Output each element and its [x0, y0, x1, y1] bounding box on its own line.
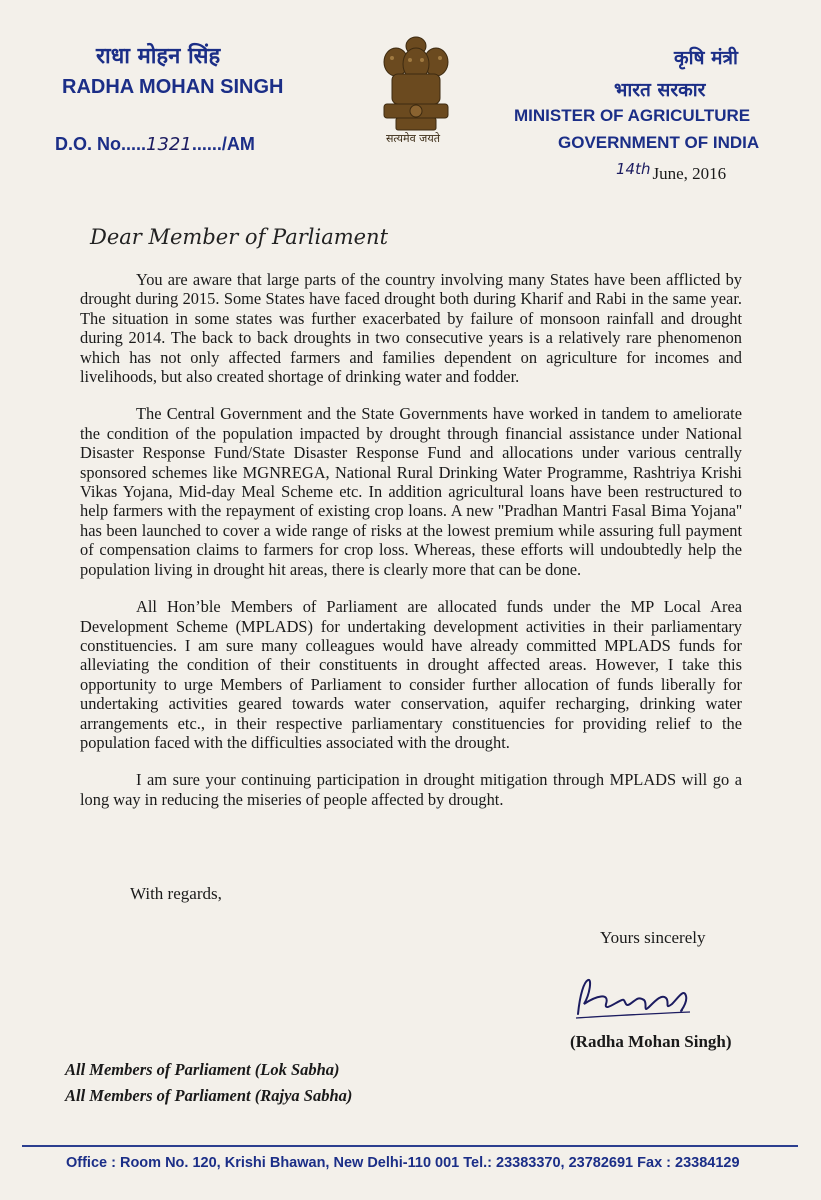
- body-paragraph: The Central Government and the State Governments have worked in tandem to ameliorate the condition of the population impacted by drought through financial assistance under National Disaster Response Fund/State Disaster Response Fund and allocations under various centrally sponsored schemes like MGNREGA, National Rural Drinking Water Programme, Rashtriya Krishi Vikas Yojana, Mid-day Meal Scheme etc. In addition agricultural loans have been restructured to help farmers with the repayment of existing crop loans. A new ''Pradhan Mantri Fasal Bima Yojana'' has been launched to cover a wide range of risks at the lowest premium while assuring full payment of compensation claims to farmers for crop loss. Whereas, these efforts will undoubtedly help the population living in drought hit areas, there is clearly more that can be done.: [80, 404, 742, 579]
- body-paragraph: You are aware that large parts of the country involving many States have been afflicted by drought during 2015. Some States have faced drought both during Kharif and Rabi in the same year. The situation in some states was further exacerbated by failure of monsoon rainfall and drought during 2014. The back to back droughts in two consecutive years is a relatively rare phenomenon which has not only affected farmers and families dependent on agriculture for incomes and livelihoods, but also created shortage of drinking water and fodder.: [80, 270, 742, 387]
- salutation: Dear Member of Parliament: [90, 225, 389, 249]
- footer-address: [66, 1155, 740, 1171]
- title-government: GOVERNMENT OF INDIA: [558, 133, 760, 152]
- recipient-line: All Members of Parliament (Rajya Sabha): [65, 1086, 353, 1105]
- do-prefix: D.O. No.....: [55, 134, 147, 154]
- date-month-year: June, 2016: [652, 164, 727, 183]
- date-day-handwritten: 14th: [616, 160, 651, 178]
- letter-date: [616, 160, 727, 184]
- sender-name-hindi: राधा मोहन सिंह: [96, 44, 221, 69]
- footer-divider: [22, 1145, 798, 1147]
- recipient-line: All Members of Parliament (Lok Sabha): [65, 1060, 340, 1079]
- title-hindi-government: भारत सरकार: [614, 79, 706, 101]
- footer-office: Office : Room No. 120, Krishi Bhawan, New Delhi-110 001: [66, 1155, 460, 1171]
- title-hindi-ministry: कृषि मंत्री: [674, 47, 738, 69]
- do-suffix: ....../AM: [191, 134, 255, 154]
- signature-icon: [566, 974, 706, 1026]
- signer-name: (Radha Mohan Singh): [570, 1032, 732, 1051]
- do-number-handwritten: 1321: [146, 134, 192, 155]
- title-minister: MINISTER OF AGRICULTURE: [514, 106, 751, 125]
- footer-tel: Tel.: 23383370, 23782691: [463, 1155, 634, 1171]
- body-paragraph: I am sure your continuing participation in drought mitigation through MPLADS will go a long way in reducing the miseries of people affected by drought.: [80, 770, 742, 809]
- footer-fax: Fax : 23384129: [637, 1155, 740, 1171]
- sender-name-english: RADHA MOHAN SINGH: [62, 76, 284, 98]
- closing-line: Yours sincerely: [600, 928, 706, 947]
- do-number: [55, 134, 255, 155]
- regards-line: With regards,: [130, 884, 222, 903]
- letter-body: [80, 270, 742, 827]
- emblem-motto: सत्यमेव जयते: [385, 132, 440, 145]
- body-paragraph: All Hon’ble Members of Parliament are allocated funds under the MP Local Area Development Scheme (MPLADS) for undertaking development activities in their parliamentary constituencies. I am sure many colleagues would have already committed MPLADS funds for alleviating the condition of their constituents in drought affected areas. However, I take this opportunity to urge Members of Parliament to consider further allocation of funds liberally for undertaking activities geared towards water conservation, aquifer recharging, drinking water arrangements etc., in their respective parliamentary constituencies for providing relief to the population faced with the difficulties associated with the drought.: [80, 597, 742, 752]
